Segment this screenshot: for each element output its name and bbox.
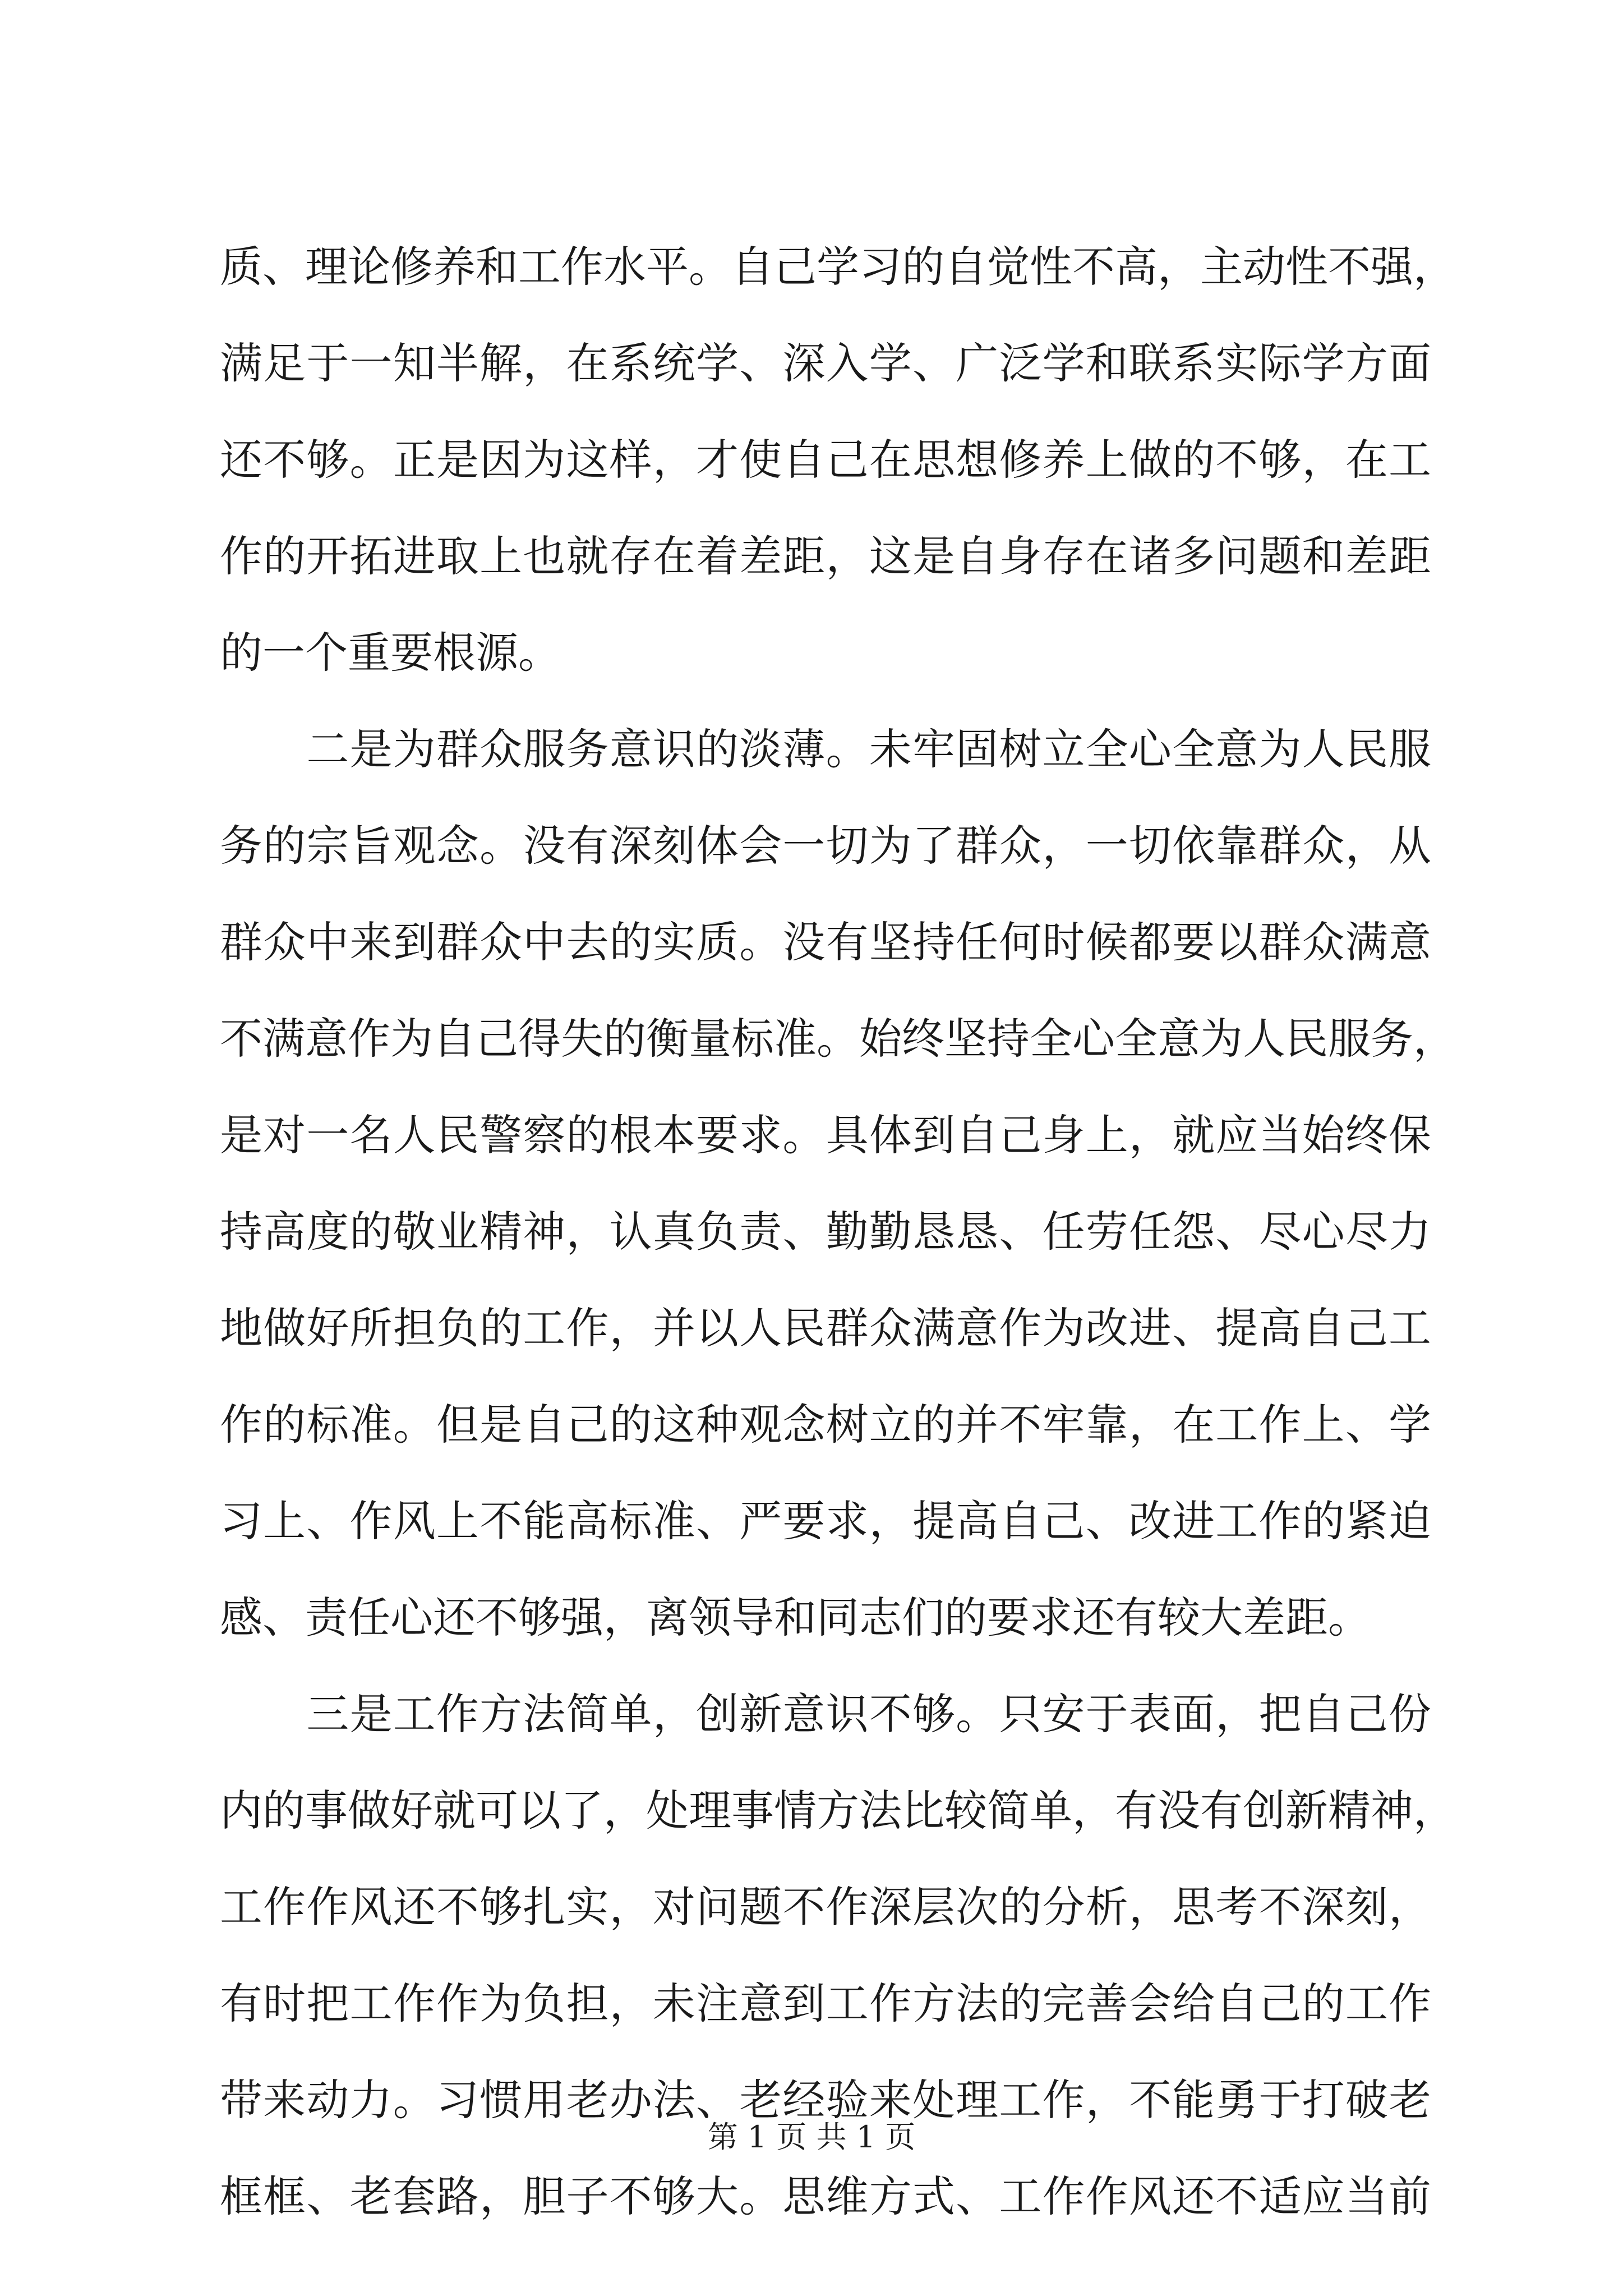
text-line: 是对一名人民警察的根本要求。具体到自己身上，就应当始终保 [220, 1110, 1431, 1160]
text-line: 不满意作为自己得失的衡量标准。始终坚持全心全意为人民服务， [220, 1014, 1456, 1064]
text-line: 质、理论修养和工作水平。自己学习的自觉性不高，主动性不强， [220, 242, 1456, 292]
text-line: 作的标准。但是自己的这种观念树立的并不牢靠，在工作上、学 [220, 1400, 1431, 1450]
text-line: 持高度的敬业精神，认真负责、勤勤恳恳、任劳任怨、尽心尽力 [220, 1207, 1431, 1257]
page-footer: 第 1 页 共 1 页 [707, 2119, 916, 2155]
body-text [220, 219, 1456, 2245]
text-line: 内的事做好就可以了，处理事情方法比较简单，有没有创新精神， [220, 1786, 1456, 1835]
text-line: 带来动力。习惯用老办法、老经验来处理工作，不能勇于打破老 [220, 2075, 1431, 2125]
text-line: 的一个重要根源。 [220, 628, 561, 678]
text-line: 有时把工作作为负担，未注意到工作方法的完善会给自己的工作 [220, 1978, 1431, 2028]
text-line: 三是工作方法简单，创新意识不够。只安于表面，把自己份 [220, 1689, 1431, 1739]
text-line: 地做好所担负的工作，并以人民群众满意作为改进、提高自己工 [220, 1303, 1431, 1353]
text-line: 工作作风还不够扎实，对问题不作深层次的分析，思考不深刻， [220, 1882, 1431, 1932]
text-line: 感、责任心还不够强，离领导和同志们的要求还有较大差距。 [220, 1593, 1371, 1642]
text-line: 还不够。正是因为这样，才使自己在思想修养上做的不够，在工 [220, 435, 1431, 485]
text-line: 作的开拓进取上也就存在着差距，这是自身存在诸多问题和差距 [220, 531, 1431, 581]
text-line: 二是为群众服务意识的淡薄。未牢固树立全心全意为人民服 [220, 724, 1431, 774]
text-line: 习上、作风上不能高标准、严要求，提高自己、改进工作的紧迫 [220, 1496, 1431, 1546]
text-line: 群众中来到群众中去的实质。没有坚持任何时候都要以群众满意 [220, 917, 1431, 967]
text-line: 务的宗旨观念。没有深刻体会一切为了群众，一切依靠群众，从 [220, 821, 1431, 871]
text-line: 满足于一知半解，在系统学、深入学、广泛学和联系实际学方面 [220, 338, 1431, 388]
text-line: 框框、老套路，胆子不够大。思维方式、工作作风还不适应当前 [220, 2171, 1431, 2221]
